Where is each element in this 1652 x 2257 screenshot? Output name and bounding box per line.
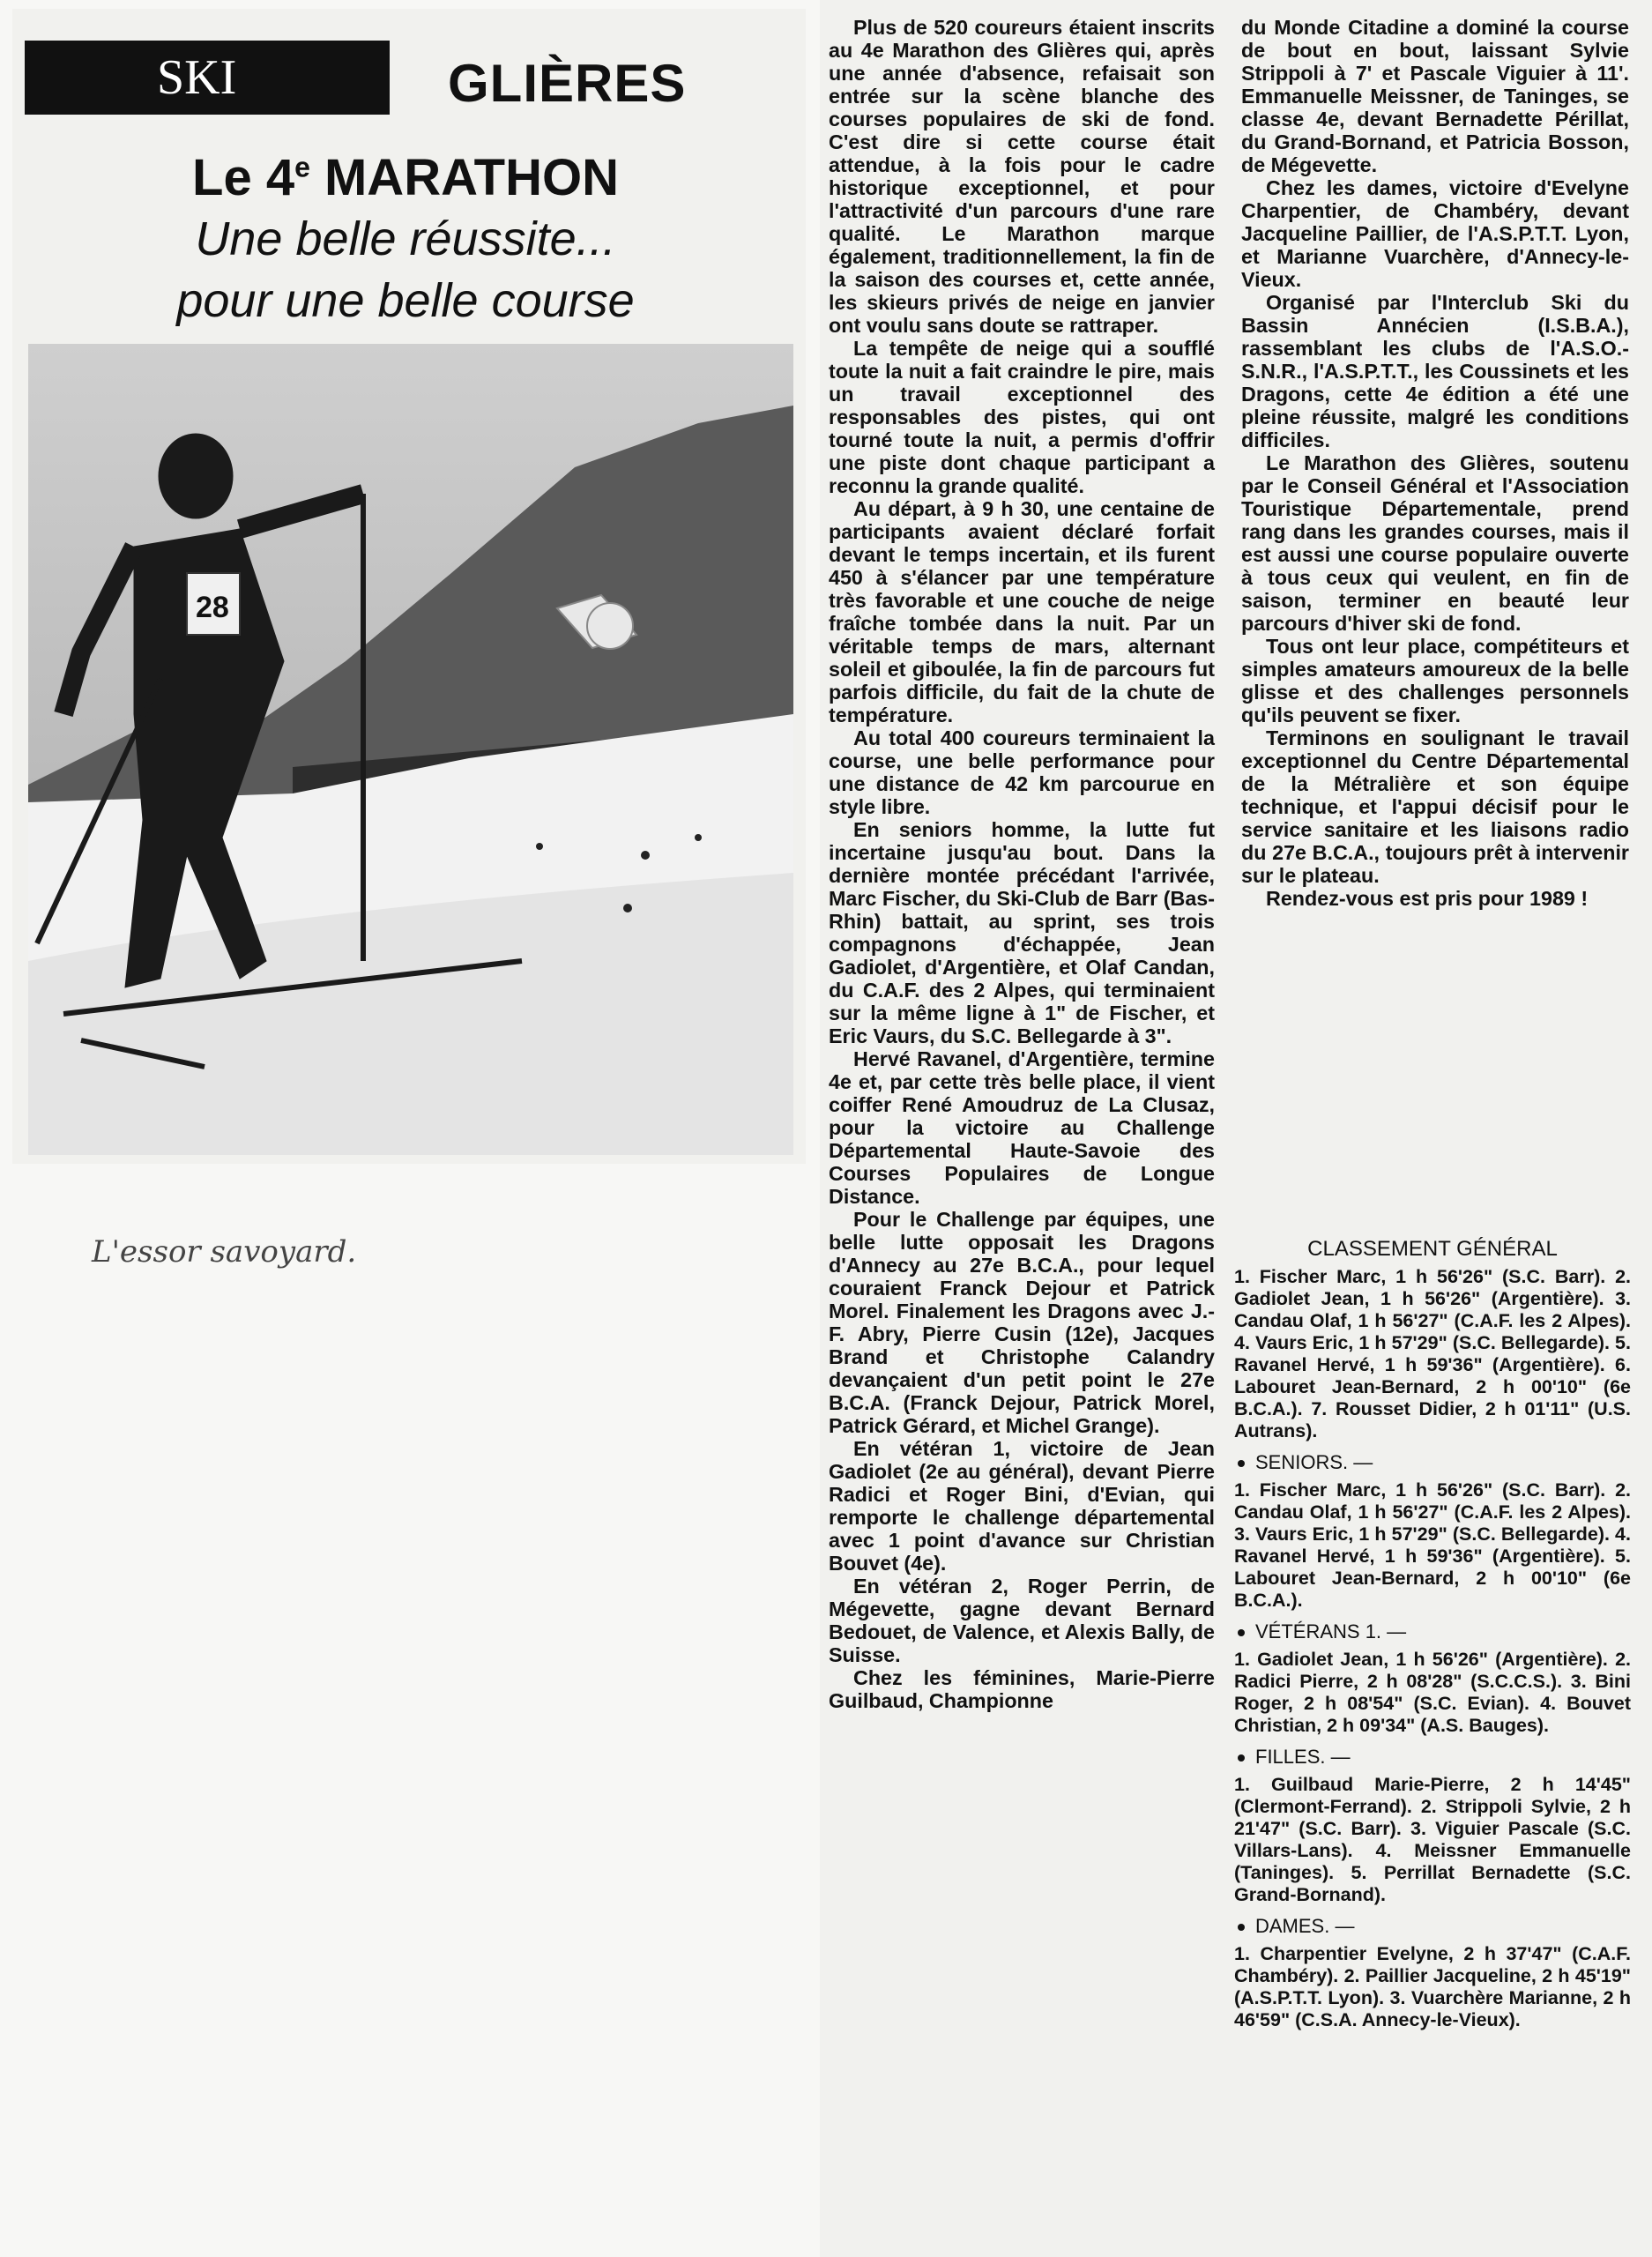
results-section-label: FILLES. — xyxy=(1238,1746,1631,1769)
paragraph: Plus de 520 coureurs étaient inscrits au 4e Marathon des Glières qui, après une année d'absence, refaisait son entrée sur la scène blanche des courses populaires de ski de fond. C'est dire si cette course était attendue, à la fois pour le cadre historique exceptionnel, et pour l'attractivité d'un parcours d'une rare qualité. Le Marathon marque également, traditionnellement, la fin de la saison des courses et, cette année, les skieurs privés de neige en janvier ont voulu sans doute se rattraper. xyxy=(829,16,1215,337)
paragraph: Le Marathon des Glières, soutenu par le Conseil Général et l'Association Touristique Départementale, prend rang dans les grandes courses, mais il est aussi une course populaire ouverte à tous ceux qui veulent, en fin de saison, terminer en beauté leur parcours d'hiver ski de fond. xyxy=(1241,451,1629,635)
paragraph: Au total 400 coureurs terminaient la course, une belle performance pour une distance de 42 km parcourue en style libre. xyxy=(829,726,1215,818)
paragraph: Pour le Challenge par équipes, une belle lutte opposait les Dragons d'Annecy au 27e B.C.A., pour lequel couraient Franck Dejour et Patrick Morel. Finalement les Dragons avec J.-F. Abry, Pierre Cusin (12e), Jacques Brand et Christophe Calandry devançaient d'un petit point le 27e B.C.A. (Franck Dejour, Patrick Morel, Patrick Gérard, et Michel Grange). xyxy=(829,1208,1215,1437)
paragraph: Tous ont leur place, compétiteurs et simples amateurs amoureux de la belle glisse et des challenges personnels qu'ils peuvent se fixer. xyxy=(1241,635,1629,726)
results-section-label: VÉTÉRANS 1. — xyxy=(1238,1620,1631,1643)
bullet-icon xyxy=(1238,1629,1245,1636)
bullet-icon xyxy=(1238,1924,1245,1931)
paragraph: Chez les dames, victoire d'Evelyne Charpentier, de Chambéry, devant Jacqueline Paillier, de l'A.S.P.T.T. Lyon, et Marianne Vuarchère, d'Annecy-le-Vieux. xyxy=(1241,176,1629,291)
paragraph: Hervé Ravanel, d'Argentière, termine 4e et, par cette très belle place, il vient coiffer René Amoudruz de La Clusaz, pour la victoire au Challenge Départemental Haute-Savoie des Courses Populaires de Longue Distance. xyxy=(829,1047,1215,1208)
article-subtitle-2: pour une belle course xyxy=(176,274,635,327)
results-general: 1. Fischer Marc, 1 h 56'26" (S.C. Barr). 2. Gadiolet Jean, 1 h 56'26" (Argentière). 3. Candau Olaf, 1 h 56'27" (C.A.F. les 2 Alpes). 4. Vaurs Eric, 1 h 57'29" (S.C. Bellegarde). 5. Ravanel Hervé, 1 h 59'36" (Argentière). 6. Labouret Jean-Bernard, 2 h 00'10" (6e B.C.A.). 7. Rousset Didier, 2 h 01'11" (U.S. Autrans). xyxy=(1234,1266,1631,1441)
paragraph: En vétéran 2, Roger Perrin, de Mégevette, gagne devant Bernard Bedouet, de Valence, et Alexis Bally, de Suisse. xyxy=(829,1575,1215,1666)
section-tag: SKI xyxy=(25,41,390,115)
article-column-1 xyxy=(829,16,1215,1712)
article-column-2 xyxy=(1241,16,1629,910)
place-heading: GLIÈRES xyxy=(448,54,687,113)
results-section-text: 1. Gadiolet Jean, 1 h 56'26" (Argentière). 2. Radici Pierre, 2 h 08'28" (S.C.C.S.). 3. Bini Roger, 2 h 08'54" (S.C. Evian). 4. Bouvet Christian, 2 h 09'34" (A.S. Bauges). xyxy=(1234,1649,1631,1736)
paragraph: En seniors homme, la lutte fut incertaine jusqu'au bout. Dans la dernière montée précédant l'arrivée, Marc Fischer, du Ski-Club de Barr (Bas-Rhin) battait, au sprint, ses trois compagnons d'échappée, Jean Gadiolet, d'Argentière, et Olaf Candan, du C.A.F. des 2 Alpes, qui terminaient sur la même ligne à 1" de Fischer, et Eric Vaurs, du S.C. Bellegarde à 3". xyxy=(829,818,1215,1047)
article-subtitle-1: Une belle réussite... xyxy=(195,212,616,265)
results-section-label: SENIORS. — xyxy=(1238,1451,1631,1474)
skier-photo xyxy=(28,344,793,1155)
paragraph: Chez les féminines, Marie-Pierre Guilbaud, Championne xyxy=(829,1666,1215,1712)
paragraph: Terminons en soulignant le travail exceptionnel du Centre Départemental de la Métralière et son équipe technique, et l'appui décisif pour le service sanitaire et les liaisons radio du 27e B.C.A., toujours prêt à intervenir sur le plateau. xyxy=(1241,726,1629,887)
bib-number: 28 xyxy=(196,591,229,624)
results-section-text: 1. Fischer Marc, 1 h 56'26" (S.C. Barr). 2. Candau Olaf, 1 h 56'27" (C.A.F. les 2 Alpes). 3. Vaurs Eric, 1 h 57'29" (S.C. Bellegarde). 4. Ravanel Hervé, 1 h 59'36" (Argentière). 5. Labouret Jean-Bernard, 2 h 00'10" (6e B.C.A.). xyxy=(1234,1479,1631,1611)
paragraph: du Monde Citadine a dominé la course de bout en bout, laissant Sylvie Strippoli à 7' et Pascale Viguier à 11'. Emmanuelle Meissner, de Taninges, se classe 4e, devant Bernadette Périllat, du Grand-Bornand, et Patricia Bosson, de Mégevette. xyxy=(1241,16,1629,176)
bullet-icon xyxy=(1238,1460,1245,1467)
results-section-label: DAMES. — xyxy=(1238,1915,1631,1938)
paragraph: Rendez-vous est pris pour 1989 ! xyxy=(1266,887,1589,910)
results-section-text: 1. Guilbaud Marie-Pierre, 2 h 14'45" (Clermont-Ferrand). 2. Strippoli Sylvie, 2 h 21'47" (S.C. Barr). 3. Viguier Pascale (S.C. Villars-Lans). 4. Meissner Emmanuelle (Taninges). 5. Perrillat Bernadette (S.C. Grand-Bornand). xyxy=(1234,1774,1631,1905)
paragraph: La tempête de neige qui a soufflé toute la nuit a fait craindre le pire, mais un travail exceptionnel des responsables des pistes, qui ont tourné toute la nuit, a permis d'offrir une piste dont chaque participant a reconnu la grande qualité. xyxy=(829,337,1215,497)
results-heading: CLASSEMENT GÉNÉRAL xyxy=(1307,1237,1558,1261)
article-title: Le 4e MARATHON xyxy=(192,149,619,206)
bullet-icon xyxy=(1238,1754,1245,1762)
paragraph: Au départ, à 9 h 30, une centaine de participants avaient déclaré forfait devant le temps incertain, et ils furent 450 à s'élancer par une température très favorable et une couche de neige fraîche tombée dans la nuit. Par un véritable temps de mars, alternant soleil et giboulée, la fin de parcours fut parfois difficile, du fait de la chute de température. xyxy=(829,497,1215,726)
paragraph: Organisé par l'Interclub Ski du Bassin Annécien (I.S.B.A.), rassemblant les clubs de l'A.S.O.-S.N.R., l'A.S.P.T.T., les Coussinets et les Dragons, cette 4e édition a été une pleine réussite, malgré les conditions difficiles. xyxy=(1241,291,1629,451)
results-section-text: 1. Charpentier Evelyne, 2 h 37'47" (C.A.F. Chambéry). 2. Paillier Jacqueline, 2 h 45'19" (A.S.P.T.T. Lyon). 3. Vuarchère Marianne, 2 h 46'59" (C.S.A. Annecy-le-Vieux). xyxy=(1234,1943,1631,2030)
paragraph: En vétéran 1, victoire de Jean Gadiolet (2e au général), devant Pierre Radici et Roger Bini, d'Evian, qui remporte le challenge départemental avec 1 point d'avance sur Christian Bouvet (4e). xyxy=(829,1437,1215,1575)
results-block xyxy=(1234,1238,1631,2031)
handwritten-note: L'essor savoyard. xyxy=(92,1234,357,1270)
